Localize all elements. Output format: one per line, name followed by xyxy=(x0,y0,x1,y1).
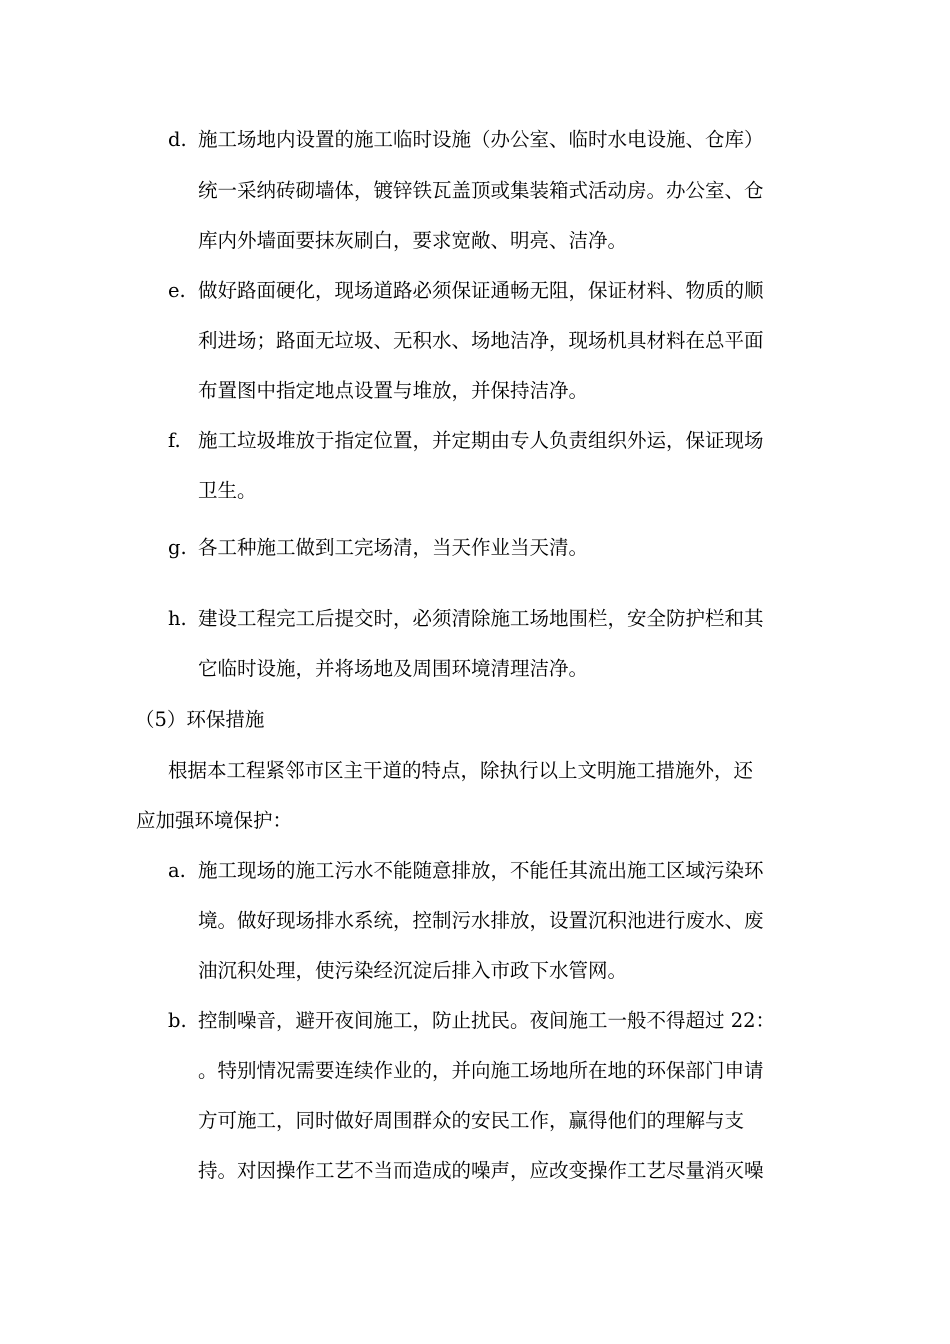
list-item-line: 。特别情况需要连续作业的，并向施工场地所在地的环保部门申请 xyxy=(198,1059,764,1082)
list-item-line: 它临时设施，并将场地及周围环境清理洁净。 xyxy=(198,657,589,680)
list-item-line: 控制噪音，避开夜间施工，防止扰民。夜间施工一般不得超过 22： xyxy=(198,1009,776,1032)
list-item-line: 建设工程完工后提交时，必须清除施工场地围栏，安全防护栏和其 xyxy=(198,607,764,630)
list-item-line: 布置图中指定地点设置与堆放，并保持洁净。 xyxy=(198,379,589,402)
section-heading: （5）环保措施 xyxy=(135,708,265,731)
list-item-line: 统一采纳砖砌墙体，镀锌铁瓦盖顶或集装箱式活动房。办公室、仓 xyxy=(198,179,764,202)
list-item-line: 施工场地内设置的施工临时设施（办公室、临时水电设施、仓库） xyxy=(198,128,764,151)
list-marker: d. xyxy=(168,128,187,151)
list-item-line: 施工垃圾堆放于指定位置，并定期由专人负责组织外运，保证现场 xyxy=(198,429,764,452)
list-item-line: 做好路面硬化，现场道路必须保证通畅无阻，保证材料、物质的顺 xyxy=(198,279,764,302)
list-marker: h. xyxy=(168,607,187,630)
list-item-line: 方可施工，同时做好周围群众的安民工作，赢得他们的理解与支 xyxy=(198,1109,745,1132)
list-marker: b. xyxy=(168,1009,187,1032)
list-item-line: 境。做好现场排水系统，控制污水排放，设置沉积池进行废水、废 xyxy=(198,909,764,932)
list-marker: f. xyxy=(168,429,181,452)
list-marker: g. xyxy=(168,536,187,559)
intro-line: 应加强环境保护： xyxy=(136,809,293,832)
list-item-line: 持。对因操作工艺不当而造成的噪声，应改变操作工艺尽量消灭噪 xyxy=(198,1159,764,1182)
intro-line: 根据本工程紧邻市区主干道的特点，除执行以上文明施工措施外，还 xyxy=(168,759,754,782)
list-item-line: 卫生。 xyxy=(198,479,257,502)
list-item-line: 油沉积处理，使污染经沉淀后排入市政下水管网。 xyxy=(198,959,628,982)
list-item-line: 利进场；路面无垃圾、无积水、场地洁净，现场机具材料在总平面 xyxy=(198,329,764,352)
list-item-line: 库内外墙面要抹灰刷白，要求宽敞、明亮、洁净。 xyxy=(198,229,628,252)
list-marker: e. xyxy=(168,279,186,302)
list-item-line: 施工现场的施工污水不能随意排放，不能任其流出施工区域污染环 xyxy=(198,859,764,882)
list-item-line: 各工种施工做到工完场清，当天作业当天清。 xyxy=(198,536,589,559)
list-marker: a. xyxy=(168,859,186,882)
